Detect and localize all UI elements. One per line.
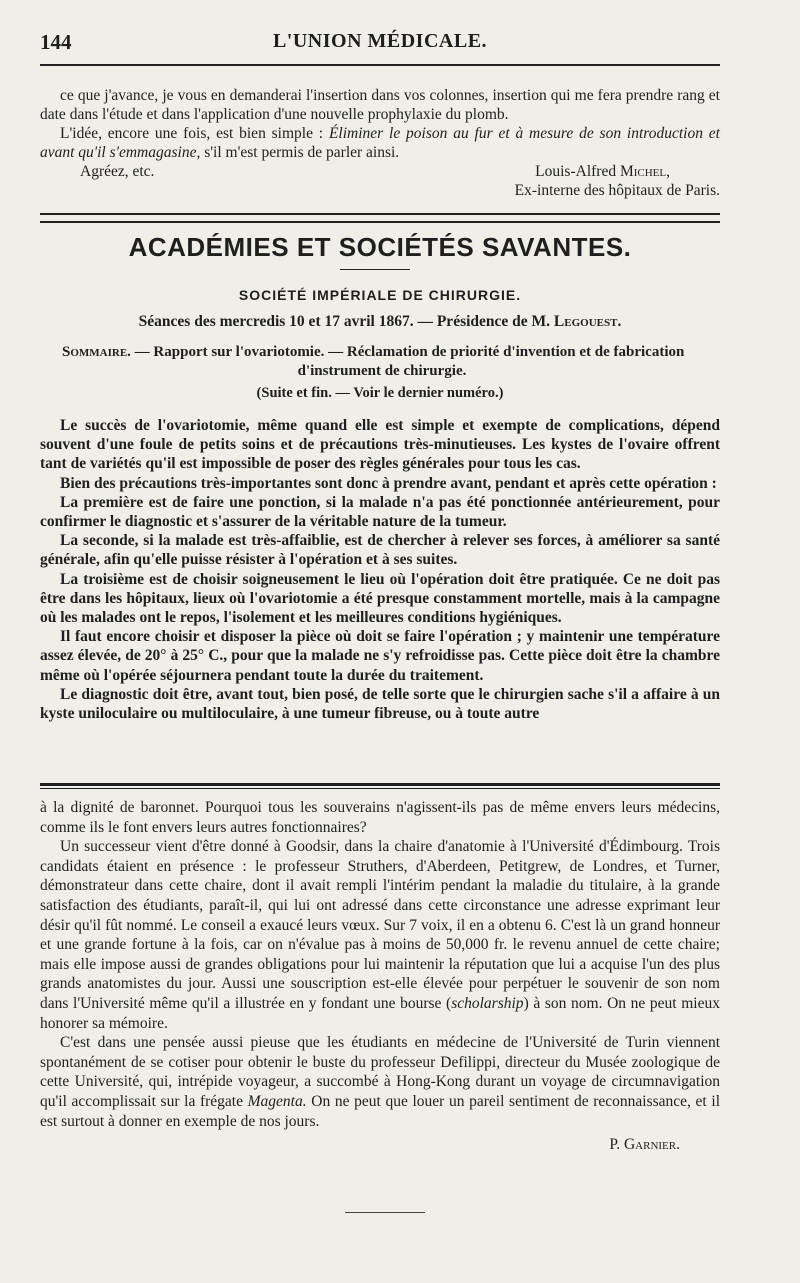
title-rule [340, 269, 410, 270]
summary-line [62, 343, 702, 362]
letter-paragraph-idea [40, 124, 720, 162]
page-number: 144 [40, 30, 72, 54]
idea-italic: Éliminer le poison au fur et à mesure de son introduction et avant qu'il s'emmagasine, [40, 125, 720, 161]
closing-row [40, 162, 720, 181]
letter-block [40, 86, 720, 200]
section-divider [40, 213, 720, 223]
goodsir-text-end: ) à son nom. On ne peut mieux honorer sa mémoire. [40, 994, 720, 1032]
header-rule [40, 64, 720, 66]
report-paragraph: Bien des précautions très-importantes sont donc à prendre avant, pendant et après cette opération : [60, 474, 717, 492]
society-name: SOCIÉTÉ IMPÉRIALE DE CHIRURGIE. [238, 287, 522, 303]
signer-first: Louis-Alfred [535, 163, 620, 180]
feuilleton-paragraph-goodsir [40, 837, 720, 1033]
report-paragraph: Le diagnostic doit être, avant tout, bien posé, de telle sorte que le chirurgien sache s'il a affaire à un kyste uniloculaire ou multiloculaire, à une tumeur fibreuse, ou à toute autre [40, 685, 720, 723]
turin-text-end: On ne peut que louer un pareil sentiment de reconnaissance, et il est surtout à donner en exemple de nos jours. [40, 1092, 720, 1130]
report-paragraph: La seconde, si la malade est très-affaiblie, est de chercher à relever ses forces, à améliorer sa santé générale, afin qu'elle puisse résister à l'opération et à ses suites. [40, 532, 720, 569]
president-name: Legouest [553, 313, 618, 330]
signer-name: Louis-Alfred Michel, [535, 163, 670, 180]
feuilleton-divider-thin [40, 788, 720, 789]
feuilleton-body [40, 798, 720, 1155]
feuilleton-divider-thick [40, 783, 720, 786]
feuilleton-signature: P. Garnier. [609, 1136, 680, 1154]
summary-line2: d'instrument de chirurgie. [297, 363, 467, 379]
signer-title: Ex-interne des hôpitaux de Paris. [514, 182, 720, 199]
report-paragraph: La première est de faire une ponction, si la malade n'a pas été ponctionnée antérieurement, pour confirmer le diagnostic et s'assurer de la véritable nature de la tumeur. [40, 493, 720, 531]
sessions-line: Séances des mercredis 10 et 17 avril 1867. — Présidence de M. Legouest. [138, 313, 622, 330]
summary-label: Sommaire. [62, 344, 131, 360]
sessions-text: Séances des mercredis 10 et 17 avril 1867. — Présidence de M. [138, 313, 554, 330]
letter-paragraph: ce que j'avance, je vous en demanderai l'insertion dans vos colonnes, insertion qui me fera prendre rang et date dans l'étude et dans l'application d'une nouvelle prophylaxie du plomb. [40, 87, 720, 123]
idea-text-end: s'il m'est permis de parler ainsi. [200, 144, 400, 161]
magenta-italic: Magenta. [247, 1092, 307, 1110]
summary [62, 343, 702, 381]
report-body [40, 416, 720, 723]
page-header [40, 30, 720, 66]
signer-last: Michel [619, 163, 667, 180]
report-paragraph: Le succès de l'ovariotomie, même quand elle est simple et exempte de complications, dépend souvent d'une foule de petits soins et de précautions très-minutieuses. Les kystes de l'ovaire offrent tant de variétés qu'il est impossible de poser des règles générales pour tous les cas. [40, 417, 720, 473]
goodsir-text: Un successeur vient d'être donné à Goodsir, dans la chaire d'anatomie à l'Université d'Édimbourg. Trois candidats étaient en présence : le professeur Struthers, d'Aberdeen, Petitgrew, de Londres, et Turner, démonstrateur dans cette chaire, dont il avait rempli l'intérim pendant la maladie du titulaire, à la grande satisfaction des étudiants, paraît-il, qui lui ont adressé dans cette circonstance une adresse exprimant leur désir qu'il fût nommé. Le conseil a exaucé leurs vœux. Sur 7 voix, il en a obtenu 6. C'est là un grand honneur et une grande fortune à la fois, car on n'évalue pas à moins de 50,000 fr. le revenu annuel de cette chaire; mais elle impose aussi de grandes obligations pour lui maintenir la réputation que lui a acquise l'un des plus grands anatomistes du jour. Aussi une souscription est-elle élevée pour perpétuer le souvenir de son nom dans l'Université même qu'il a illustrée en y fondant une bourse ( [40, 838, 720, 1012]
continued-note: (Suite et fin. — Voir le dernier numéro.) [256, 385, 504, 401]
report-paragraph: La troisième est de choisir soigneusement le lieu où l'opération doit être pratiquée. Ce ne doit pas être dans les hôpitaux, lieux où l'ovariotomie a été presque constamment mortelle, mais à la campagne où les malades ont le repos, l'isolement et les meilleures conditions hygiéniques. [40, 570, 720, 627]
closing: Agréez, etc. [80, 163, 155, 180]
bottom-rule [345, 1212, 425, 1213]
feuilleton-paragraph: à la dignité de baronnet. Pourquoi tous les souverains n'agissent-ils pas de même envers leurs médecins, comme ils le font envers leurs autres fonctionnaires? [40, 799, 720, 836]
idea-text: L'idée, encore une fois, est bien simple : [60, 125, 329, 142]
scholarship-italic: scholarship [451, 994, 524, 1012]
section-title: ACADÉMIES ET SOCIÉTÉS SAVANTES. [128, 232, 632, 262]
summary-line1: — Rapport sur l'ovariotomie. — Réclamation de priorité d'invention et de fabrication [130, 344, 685, 360]
running-title: L'UNION MÉDICALE. [272, 30, 488, 52]
turin-text: C'est dans une pensée aussi pieuse que les étudiants en médecine de l'Université de Turin viennent spontanément de se cotiser pour obtenir le buste du professeur Defilippi, directeur du Musée zoologique de cette Université, qui, intrépide voyageur, a succombé à Hong-Kong durant un voyage de circumnavigation qu'il accomplissait sur la frégate [40, 1034, 720, 1110]
report-paragraph: Il faut encore choisir et disposer la pièce où doit se faire l'opération ; y maintenir une température assez élevée, de 20° à 25° C., pour que la malade ne s'y refroidisse pas. Cette pièce doit être la chambre même où l'opérée séjournera pendant toute la durée du traitement. [40, 628, 720, 684]
feuilleton-paragraph-turin [40, 1033, 720, 1131]
